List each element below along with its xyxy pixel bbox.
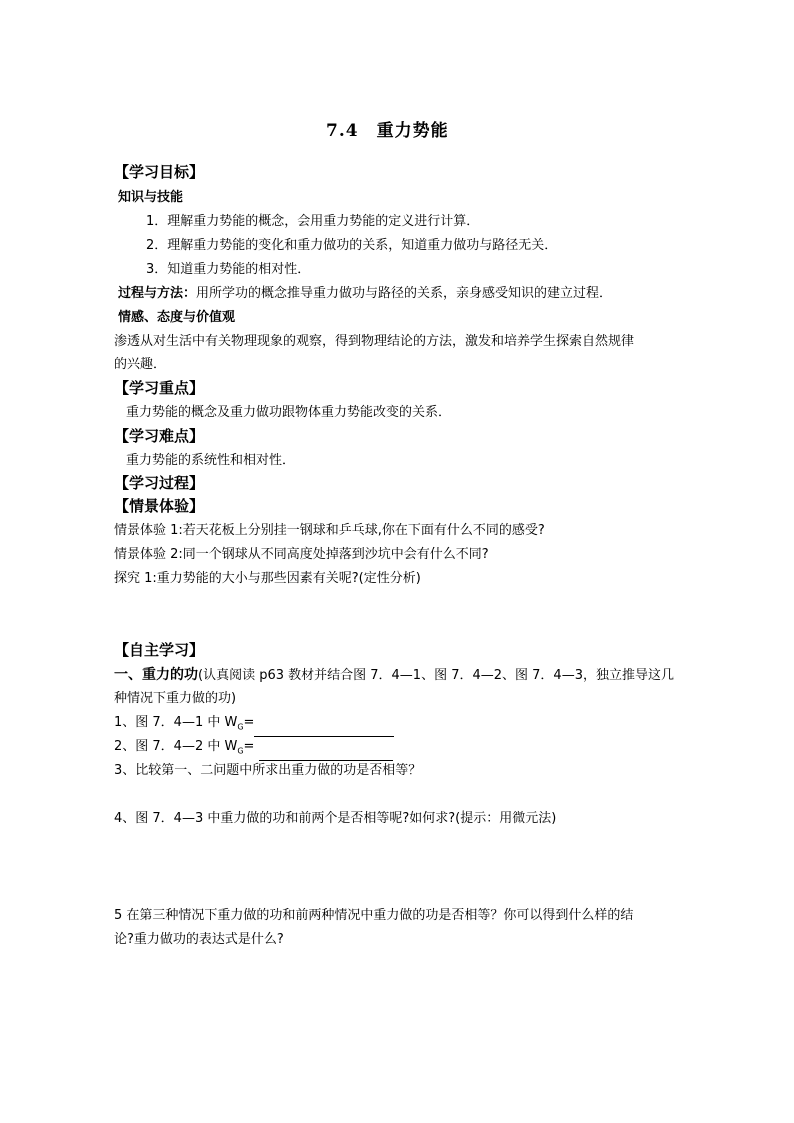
question-2-text: 2、图 7．4—2 中 W: [114, 739, 238, 754]
question-1: [114, 714, 394, 737]
question-1-text: 1、图 7．4—1 中 W: [114, 715, 238, 730]
question-1-subscript: G: [237, 722, 244, 732]
emotion-text-line2: 的兴趣．: [114, 357, 167, 372]
question-5-line2: 论?重力做功的表达式是什么?: [114, 932, 284, 947]
scenario-heading: 【情景体验】: [114, 497, 205, 515]
question-1-answer-blank[interactable]: [254, 722, 394, 737]
emotion-heading: 情感、态度与价值观: [118, 310, 236, 325]
gravity-work-line2: 种情况下重力做的功): [114, 691, 237, 706]
emotion-text-line1: 渗透从对生活中有关物理现象的观察，得到物理结论的方法，激发和培养学生探索自然规律: [114, 334, 635, 349]
self-study-heading: 【自主学习】: [114, 641, 205, 659]
key-points-text: 重力势能的概念及重力做功跟物体重力势能改变的关系．: [126, 405, 452, 420]
scenario-item-1: 情景体验 1:若天花板上分别挂一钢球和乒乓球,你在下面有什么不同的感受?: [114, 523, 545, 538]
question-2: [114, 738, 393, 761]
page-title: 7.4 重力势能: [326, 121, 449, 141]
question-2-subscript: G: [237, 746, 244, 756]
gravity-work-line1: [114, 666, 674, 685]
difficulties-text: 重力势能的系统性和相对性．: [126, 453, 296, 468]
knowledge-item-3: 3．知道重力势能的相对性．: [146, 262, 311, 277]
scenario-item-2: 情景体验 2:同一个钢球从不同高度处掉落到沙坑中会有什么不同?: [114, 547, 489, 562]
goals-heading: 【学习目标】: [114, 163, 205, 181]
knowledge-heading: 知识与技能: [118, 190, 184, 205]
difficulties-heading: 【学习难点】: [114, 427, 205, 445]
gravity-work-label: 一、重力的功: [114, 667, 198, 683]
question-1-equals: =: [243, 715, 255, 730]
key-points-heading: 【学习重点】: [114, 379, 205, 397]
process-method-text: 用所学功的概念推导重力做功与路径的关系，亲身感受知识的建立过程．: [196, 286, 613, 301]
process-method-label: 过程与方法：: [118, 286, 197, 301]
question-4: 4、图 7．4—3 中重力做的功和前两个是否相等呢?如何求?(提示：用微元法): [114, 811, 557, 826]
process-method-line: [118, 285, 612, 303]
explore-item-1: 探究 1:重力势能的大小与那些因素有关呢?(定性分析): [114, 571, 421, 586]
question-3: 3、比较第一、二问题中所求出重力做的功是否相等？: [114, 763, 422, 778]
knowledge-item-1: 1．理解重力势能的概念，会用重力势能的定义进行计算．: [146, 214, 480, 229]
knowledge-item-2: 2．理解重力势能的变化和重力做功的关系，知道重力做功与路径无关．: [146, 238, 558, 253]
question-2-answer-blank[interactable]: [259, 746, 393, 761]
process-heading: 【学习过程】: [114, 474, 205, 492]
question-2-equals: =: [243, 739, 259, 754]
question-5-line1: 5 在第三种情况下重力做的功和前两种情况中重力做的功是否相等？你可以得到什么样的结: [114, 908, 634, 923]
gravity-work-intro: (认真阅读 p63 教材并结合图 7．4—1、图 7．4—2、图 7．4—3，独立推导这几: [198, 668, 674, 683]
